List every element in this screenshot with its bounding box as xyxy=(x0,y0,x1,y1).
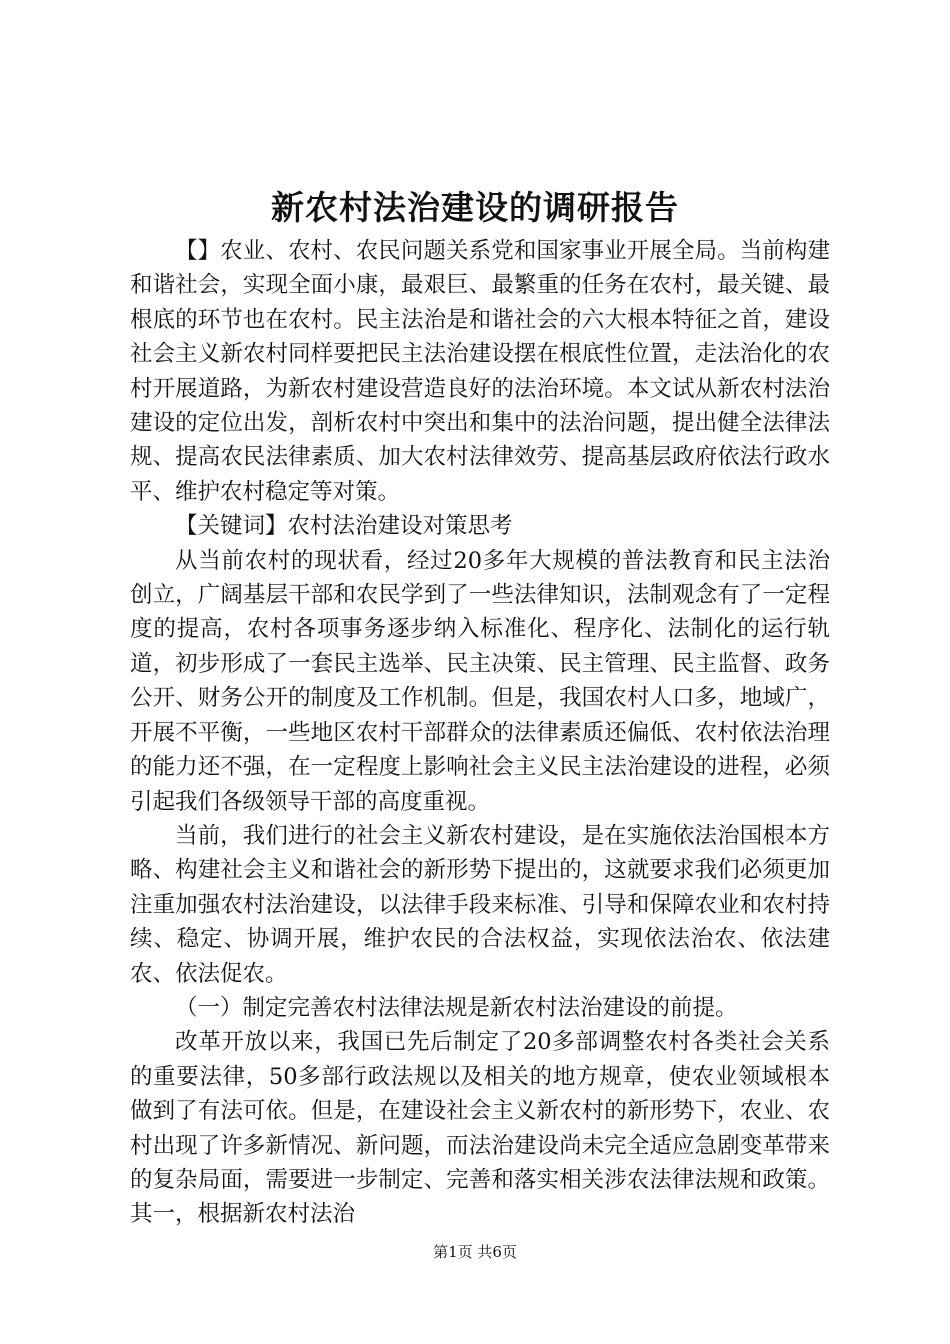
body-paragraph: 从当前农村的现状看，经过20多年大规模的普法教育和民主法治创立，广阔基层干部和农民学到了一些法律知识，法制观念有了一定程度的提高，农村各项事务逐步纳入标准化、程序化、法制化的运行轨道，初步形成了一套民主选举、民主决策、民主管理、民主监督、政务公开、财务公开的制度及工作机制。但是，我国农村人口多，地域广，开展不平衡，一些地区农村干部群众的法律素质还偏低、农村依法治理的能力还不强，在一定程度上影响社会主义民主法治建设的进程，必须引起我们各级领导干部的高度重视。 xyxy=(130,547,830,815)
document-title: 新农村法治建设的调研报告 xyxy=(271,188,679,227)
body-paragraph: 改革开放以来，我国已先后制定了20多部调整农村各类社会关系的重要法律，50多部行政法规以及相关的地方规章，使农业领域根本做到了有法可依。但是，在建设社会主义新农村的新形势下，农业、农村出现了许多新情况、新问题，而法治建设尚未完全适应急剧变革带来的复杂局面，需要进一步制定、完善和落实相关涉农法律法规和政策。其一，根据新农村法治 xyxy=(130,1029,830,1228)
abstract-paragraph: 【】农业、农村、农民问题关系党和国家事业开展全局。当前构建和谐社会，实现全面小康，最艰巨、最繁重的任务在农村，最关键、最根底的环节也在农村。民主法治是和谐社会的六大根本特征之首，建设社会主义新农村同样要把民主法治建设摆在根底性位置，走法治化的农村开展道路，为新农村建设营造良好的法治环境。本文试从新农村法治建设的定位出发，剖析农村中突出和集中的法治问题，提出健全法律法规、提高农民法律素质、加大农村法律效劳、提高基层政府依法行政水平、维护农村稳定等对策。 xyxy=(130,238,830,505)
document-body xyxy=(130,234,830,1232)
page-footer: 第1页 共6页 xyxy=(433,1243,517,1261)
body-paragraph: 当前，我们进行的社会主义新农村建设，是在实施依法治国根本方略、构建社会主义和谐社会的新形势下提出的，这就要求我们必须更加注重加强农村法治建设，以法律手段来标准、引导和保障农业和农村持续、稳定、协调开展，维护农民的合法权益，实现依法治农、依法建农、依法促农。 xyxy=(130,822,830,987)
section-heading: （一）制定完善农村法律法规是新农村法治建设的前提。 xyxy=(175,994,738,1021)
keywords-paragraph: 【关键词】农村法治建设对策思考 xyxy=(175,513,513,540)
